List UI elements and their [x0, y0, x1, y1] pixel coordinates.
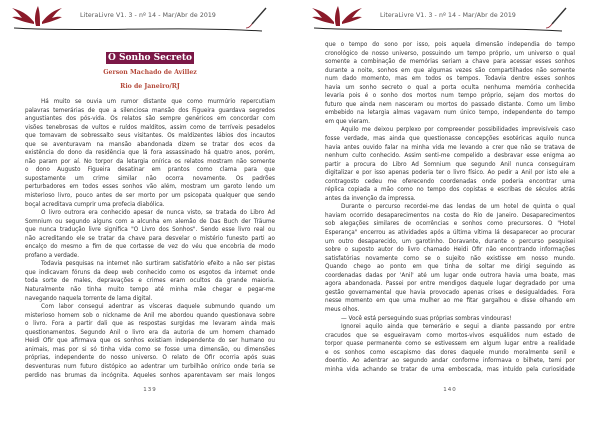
text-line: Quando chego ao ponto em que tinha de soltar me dirigi seguindo as [325, 264, 575, 271]
text-line: Heidi Ofir que afirmava que os sonhos existiam independente do ser humano ou [25, 338, 275, 345]
text-line: nesse momento em que uma mulher ao me fitar gargalhou e disse olhando em [325, 298, 575, 305]
text-line: coordenadas dadas por 'Anil' até um lugar onde outrora havia uma boate, mas [325, 272, 575, 279]
text-line: Todavia pesquisas na internet não surtiram satisfatório efeito a não ser pistas [41, 261, 275, 268]
text-line: em que vieram. [325, 118, 370, 125]
text-line: partir a procura do Libro Ad Somnium que segundo Anil nunca conseguiram [325, 161, 575, 168]
paragraph [25, 209, 275, 260]
text-line: Há muito se ouvia um rumor distante que como murmúrio repercutiam [41, 99, 275, 105]
article-location: Rio de Janeiro/RJ [120, 83, 180, 90]
text-line: que se aventuravam na mansão abandonada dizem se tratar dos ecos da [25, 141, 275, 148]
text-line: profano a verdade. [25, 252, 80, 259]
text-line: Naturalmente não tinha muito tempo até minha mãe chegar e pegar-me [25, 287, 275, 294]
paragraph [25, 303, 275, 380]
text-line: embebido na letargia almas vagavam num único tempo, independente do tempo [325, 110, 575, 117]
right-page [300, 0, 600, 424]
text-line: Ignorei aquilo ainda que temerário e segui a diante passando por entre [341, 324, 575, 331]
text-line: réplica copiada a mão como no tempo dos copistas e escribas de séculos atrás [325, 187, 575, 194]
text-line: contragosto cedeu me oferecendo coordenadas onde poderia encontrar uma [325, 178, 575, 185]
text-line: visões tenebrosas de vultos e ruídos malditos, assim como de terríveis pesadelos [25, 124, 275, 131]
paragraph [25, 98, 275, 209]
text-line: cronológico de nosso universo, possuindo um tempo próprio, um universo o qual [325, 50, 575, 57]
text-line: havia um sonho secreto o qual a porta oculta nenhuma memória conhecida [325, 84, 575, 91]
text-line: digitalizar e por isso apenas poderia ter o livro físico. Ao pedir a Anil por isto ele a [325, 170, 575, 177]
text-line: palavras temerárias de que a silenciosa mansão dos Figueira guardava segredos [25, 107, 275, 114]
text-line: perturbadores em todos esses sonhos vão além, mostram um garoto lendo um [25, 184, 275, 191]
paragraph [325, 315, 575, 324]
text-line: um outro desaparecido, um garotinho. Doravante, durante o percurso pesquisei [325, 238, 575, 245]
text-line: doentio. Ao adentrar ao segundo andar conforme informava o bilhete, temi por [325, 358, 575, 365]
text-line: sob alegações similares de ocorrências e sonhos como precursores. O "Hotel [325, 221, 575, 228]
text-line: Durante o percurso recordei-me das lendas de um hotel de quinta o qual [341, 204, 575, 211]
text-line: questionamentos. Segundo Anil o livro era da autoria de um homem chamado [25, 329, 275, 336]
paragraph [325, 41, 575, 126]
text-line: minha vida achando se tratar de uma emboscada, mas intuído pela curiosidade [325, 366, 575, 373]
text-line: num dado momento, mas em todos os tempos. Todavia dentre esses sonhos [325, 76, 575, 83]
page-header [300, 0, 600, 36]
header-text: LiteraLivre V1. 3 - nº 14 - Mar/Abr de 2019 [380, 12, 516, 19]
text-line: supostamente um crime similar não ocorra novamente. Os padrões [25, 175, 275, 182]
page-header [0, 0, 300, 36]
text-line: Somnium ou segundo alguns com a alcunha em alemão de Das Buch der Träume [25, 218, 275, 225]
page-number: 139 [143, 387, 157, 393]
text-line: haviam ocorrido desaparecimentos na costa do Rio de Janeiro. Desaparecimentos [325, 212, 575, 219]
quill-pen-icon [546, 8, 566, 28]
text-line: antes da invenção da impressa. [325, 195, 416, 202]
text-line: Esperança" encerrou as atividades após a última vítima lá desaparecer ao procurar [325, 230, 575, 237]
text-line: e os sonhos como escapismo das dores daquele mundo moralmente senil e [325, 349, 575, 356]
text-line: perdido nas brumas da incógnita. Aqueles sonhos aparentavam ser mais longos [25, 372, 275, 379]
text-line: navegando naquela torrente de lama digital. [25, 295, 153, 302]
article-body [25, 98, 275, 380]
text-line: animais, mas por si só tinha vida como se fosse uma dimensão, ou dimensões [25, 346, 275, 353]
text-line: Com labor consegui adentrar as vísceras daquele submundo quando um [41, 304, 275, 311]
text-line: desventuras num futuro distópico ao adentrar um turbilhão onírico onde teria se [25, 363, 275, 370]
text-line: misterioso livro, pouco antes de ser morto por um psicopata qualquer que sendo [25, 193, 275, 200]
text-line: que nunca tradução livre significa "O Livro dos Sonhos". Sendo esse livro real ou [25, 227, 275, 234]
header-text: LiteraLivre V1. 3 - nº 14 - Mar/Abr de 2019 [80, 12, 216, 19]
text-line: angustiantes dos pós-vida. Os relatos são sempre genéricos em concordar com [25, 116, 275, 123]
text-line: existência do dono da residência que lá fora assassinado há quatro anos, porém, [25, 150, 275, 157]
text-line: agora abandonada. Passei por entre mendigos daquele lugar degradado por uma [325, 281, 575, 288]
text-line: somente a combinação de memórias seriam a chave para acessar esses sonhos [325, 59, 575, 66]
text-line: — Você está perseguindo suas próprias sombras vindouras! [341, 315, 512, 322]
article-heading [0, 45, 300, 90]
text-line: boçal acreditava cumprir uma profecia diabólica. [25, 201, 165, 208]
text-line: toda sorte de males, depravações e crimes eram ocultos da grande maioria. [25, 278, 275, 285]
text-line: misterioso homem sob o nickname de Anil me abordou quando questionava sobre [25, 312, 275, 319]
text-line: sobre o suposto autor do livro chamado Heidi Ofir não encontrando informações [325, 247, 575, 254]
wings-logo-icon [312, 6, 362, 26]
text-line: havia antes ouvido falar na minha vida me levando a crer que não se tratava de [325, 144, 575, 151]
text-line: meus olhos. [325, 306, 360, 313]
paragraph [325, 126, 575, 203]
text-line: durante a noite, sonhos em que algumas vezes são compartilhados não somente [325, 67, 575, 74]
text-line: o livro. Fora a partir dali que as respostas surgidas me levaram ainda mais [25, 321, 275, 328]
wings-logo-icon [12, 6, 62, 26]
text-line: não param por aí. No torpor da letargia onírica os relatos mostram não somente [25, 158, 275, 165]
article-author: Gerson Machado de Avillez [103, 69, 197, 76]
text-line: fosse verdade, mas ainda que questionasse concepções esotéricas aquilo nunca [325, 136, 575, 143]
paragraph [325, 323, 575, 374]
text-line: o dono Augusto Figueira desatinar em prantos como clama para que [25, 167, 275, 174]
paragraph [325, 203, 575, 314]
text-line: que o tempo do sono por isso, pois aquela dimensão independia do tempo [325, 42, 575, 48]
text-line: que indicavam fóruns da deep web conhecido como os esgotos da internet onde [25, 269, 275, 276]
article-body [325, 41, 575, 374]
text-line: que tomavam de sobressalto seus visitantes. Os maldizentes lábios dos incautos [25, 133, 275, 140]
text-line: cracudos que se esgueiravam como mortos-vivos esquálidos num estado de [325, 332, 575, 339]
text-line: nenhum culto conhecido. Assim senti-me compelido a desbravar esse enigma ao [325, 153, 575, 160]
text-line: satisfatórias novamente como se o sujeito não existisse em nosso mundo. [325, 255, 575, 262]
text-line: gestão governamental que havia provocado apenas crises e desigualdades. Fora [325, 289, 575, 296]
text-line: Aquilo me deixou perplexo por compreender possibilidades imprevisíveis caso [341, 127, 575, 134]
text-line: encalço do mesmo a fim de que cortasse de vez do véu que encobria de modo [25, 244, 275, 251]
text-line: torpor quase permanente como se estivessem em algum lugar entre a realidade [325, 341, 575, 348]
text-line: não acreditando ele se tratar da chave para desvelar o mistério funesto parti ao [25, 235, 275, 242]
paragraph [25, 260, 275, 303]
text-line: próprias, independente do nosso universo. O relato de Ofir ocorria após suas [25, 355, 275, 362]
quill-pen-icon [246, 8, 266, 28]
text-line: levaria pois é o sonho dos mortos num tempo próprio, sejam dos mortos do [325, 93, 575, 100]
page-number: 140 [443, 387, 457, 393]
text-line: O livro outrora era conhecido apesar de nunca visto, se tratada do Libro Ad [41, 210, 275, 217]
text-line: futuro que ainda nem nasceram ou mortos do passado distante. Como um limbo [325, 101, 575, 108]
article-title: O Sonho Secreto [107, 53, 193, 63]
